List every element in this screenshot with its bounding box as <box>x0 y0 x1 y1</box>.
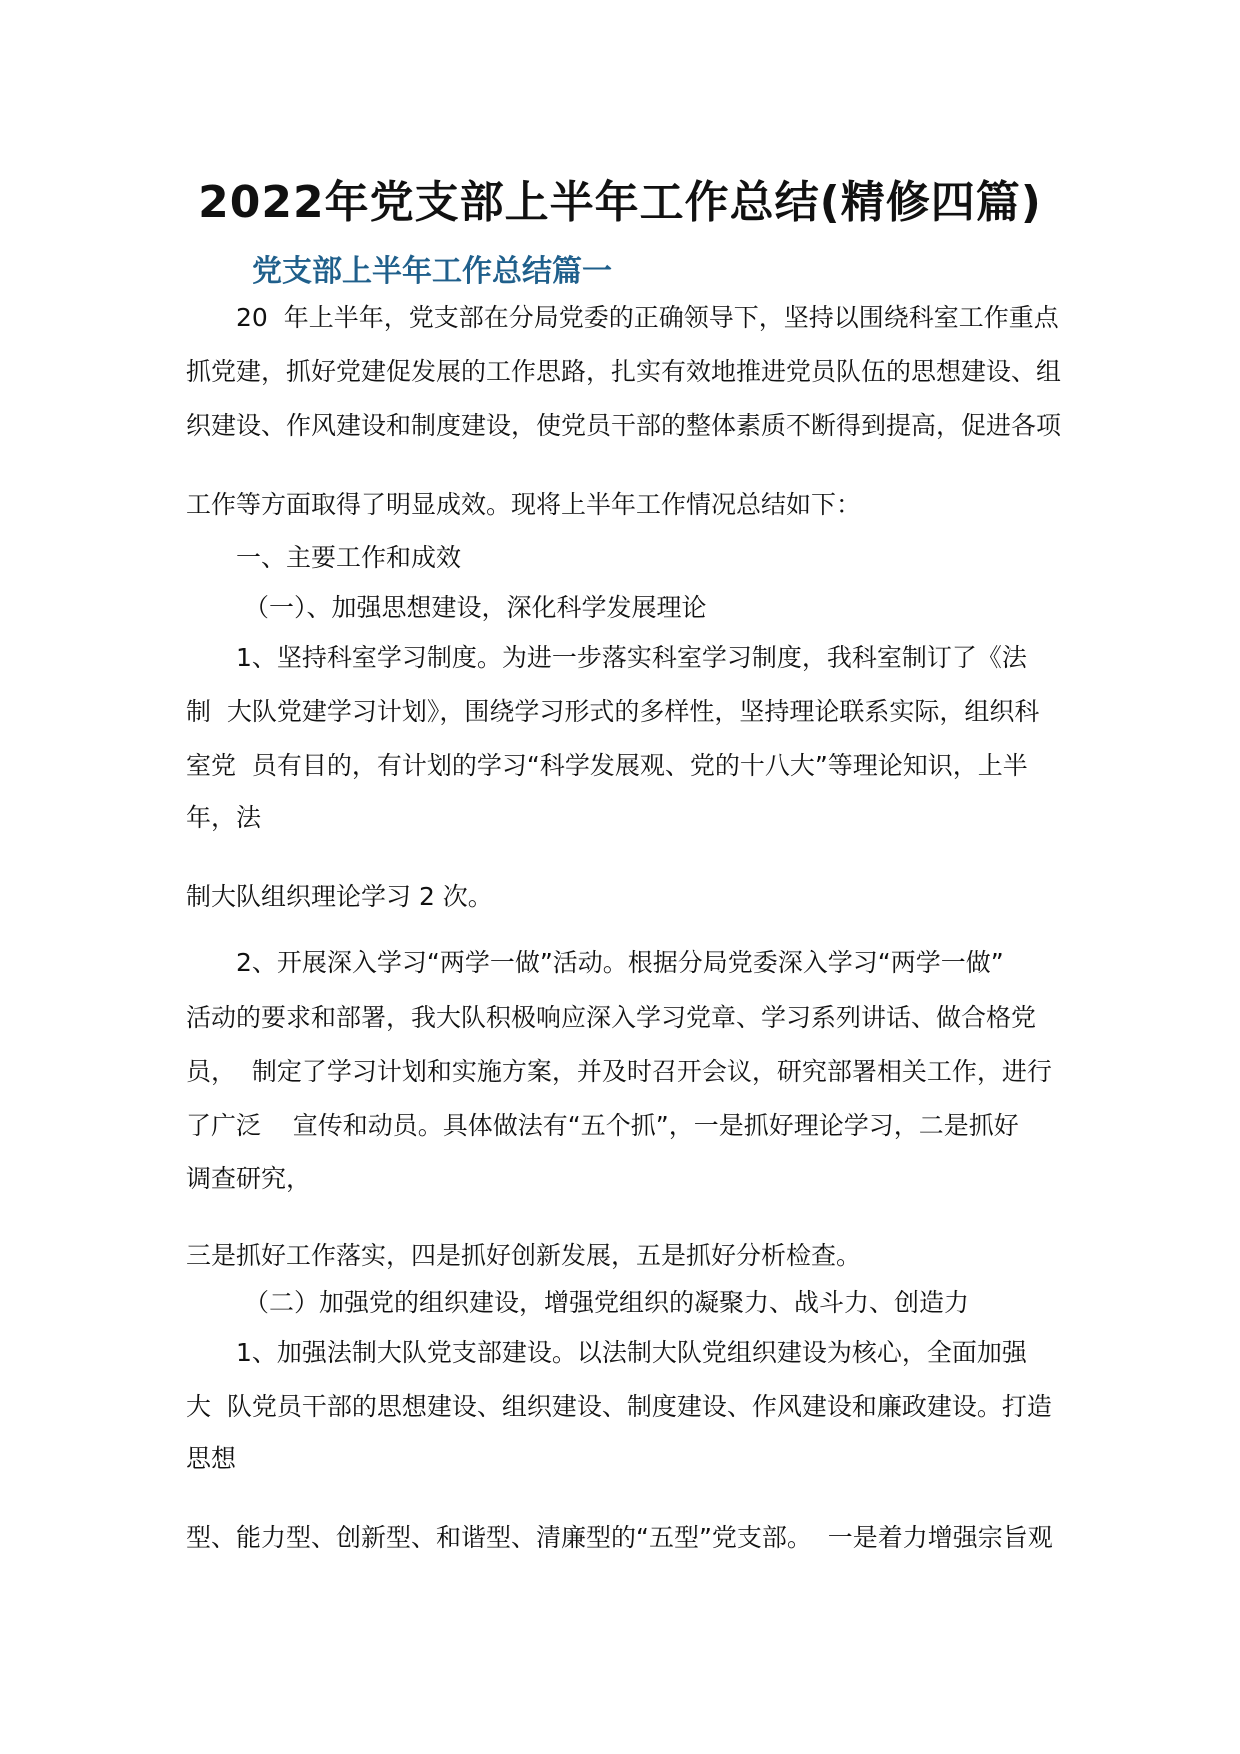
body-line: 年，法 <box>186 803 262 832</box>
subsection-line: （二）加强党的组织建设，增强党组织的凝聚力、战斗力、创造力 <box>244 1288 970 1317</box>
document-title: 2022年党支部上半年工作总结(精修四篇) <box>198 177 1042 228</box>
body-line: 型、能力型、创新型、和谐型、清廉型的“五型”党支部。 一是着力增强宗旨观 <box>186 1523 1053 1552</box>
body-line: 织建设、作风建设和制度建设，使党员干部的整体素质不断得到提高，促进各项 <box>186 411 1062 440</box>
body-line: 20 年上半年，党支部在分局党委的正确领导下，坚持以围绕科室工作重点 <box>236 303 1059 332</box>
body-line: 调查研究， <box>186 1164 312 1193</box>
body-line: 三是抓好工作落实，四是抓好创新发展，五是抓好分析检查。 <box>186 1241 862 1270</box>
body-line: 思想 <box>186 1444 237 1473</box>
body-line: 工作等方面取得了明显成效。现将上半年工作情况总结如下： <box>186 490 862 519</box>
body-line: 大 队党员干部的思想建设、组织建设、制度建设、作风建设和廉政建设。打造 <box>186 1392 1052 1421</box>
body-line: 了广泛 宣传和动员。具体做法有“五个抓”，一是抓好理论学习，二是抓好 <box>186 1111 1019 1140</box>
body-line: 2、开展深入学习“两学一做”活动。根据分局党委深入学习“两学一做” <box>236 948 1004 977</box>
subsection-line: （一）、加强思想建设，深化科学发展理论 <box>244 593 707 622</box>
section-line: 一、主要工作和成效 <box>236 543 462 572</box>
body-line: 制大队组织理论学习 2 次。 <box>186 882 493 911</box>
body-line: 抓党建，抓好党建促发展的工作思路，扎实有效地推进党员队伍的思想建设、组 <box>186 357 1062 386</box>
body-line: 1、加强法制大队党支部建设。以法制大队党组织建设为核心，全面加强 <box>236 1338 1027 1367</box>
body-line: 制 大队党建学习计划》，围绕学习形式的多样性，坚持理论联系实际，组织科 <box>186 697 1040 726</box>
body-line: 员， 制定了学习计划和实施方案，并及时召开会议，研究部署相关工作，进行 <box>186 1057 1052 1086</box>
body-line: 1、坚持科室学习制度。为进一步落实科室学习制度，我科室制订了《法 <box>236 643 1027 672</box>
body-line: 活动的要求和部署，我大队积极响应深入学习党章、学习系列讲话、做合格党 <box>186 1003 1037 1032</box>
section-heading: 党支部上半年工作总结篇一 <box>252 254 612 289</box>
body-line: 室党 员有目的，有计划的学习“科学发展观、党的十八大”等理论知识，上半 <box>186 751 1028 780</box>
